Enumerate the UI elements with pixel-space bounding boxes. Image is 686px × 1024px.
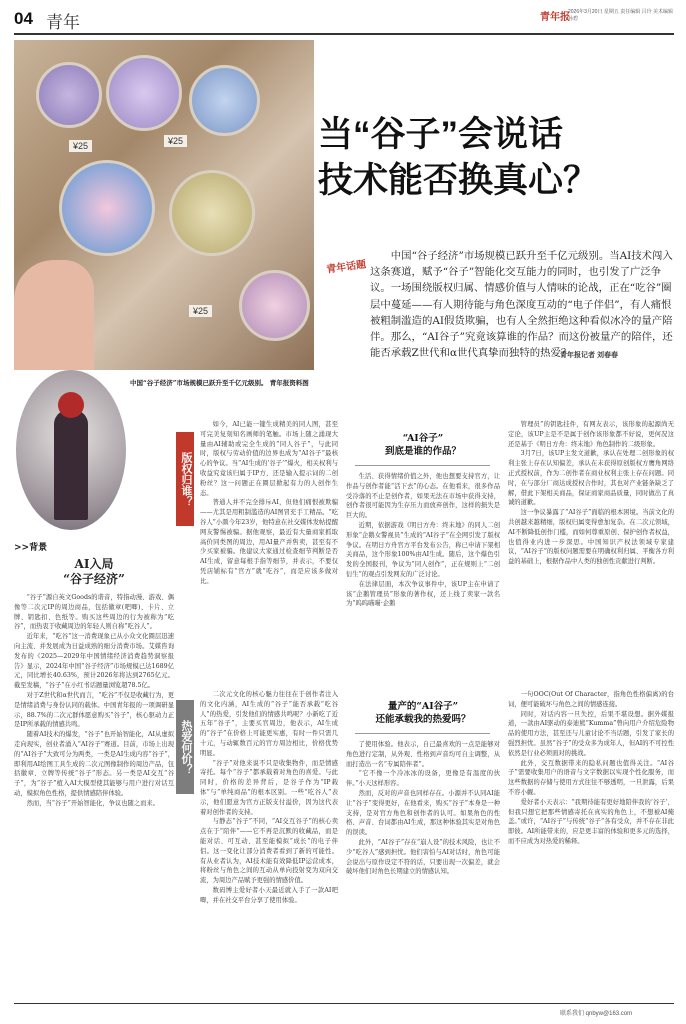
badge-pin-3 [189, 65, 260, 136]
masthead-logo: 青年报 [540, 12, 570, 23]
sidebar-paragraph: 随着AI技术的爆发，“谷子”也开始智能化，AI从虚拟走向现实，创业者涌入“AI谷子”赛道。目前，市场上出现的“AI谷子”大致可分为两类，一类是AI生成内容“谷子”，即利用AI绘图工具生成的二次元图像制作的周边产品，包括徽章、立牌等传统“谷子”形态。另一类是AI交互“谷子”，为“谷子”植入AI大模型使其能够与用户进行对话互动，模拟角色性格，提供情感陪伴体验。 [14, 731, 174, 797]
section1-col-a [200, 420, 338, 682]
section2-col-b [346, 740, 500, 998]
sidebar-paragraph: 然而，当“谷子”开始智能化，争议也随之而来。 [26, 799, 159, 807]
background-sidebar [14, 540, 174, 809]
section-bar-love: 热爱何价？ [176, 700, 194, 794]
sidebar-paragraph: “谷子”源自英文Goods的谐音，特指动漫、游戏、偶像等二次元IP的周边商品，包括徽章(吧唧)、卡片、立牌、钥匙扣、色纸等。购买这些周边的行为被称为“吃谷”，而热衷于收藏周边的年轻人则自称“吃谷人”。 [14, 594, 174, 631]
page-number: 04 [14, 9, 33, 28]
sidebar-title [14, 557, 174, 587]
section-name: 青年 [46, 13, 80, 32]
section2-col-c [508, 690, 674, 998]
title-line-1: 当“谷子”会说话 [318, 115, 564, 154]
section2-paragraph: 此外，“AI谷子”存在“崩人设”的技术风险，也让不少“吃谷人”感到担忧。他们害怕与AI对话时，角色可能会说出与原作设定不符的话，只要出现一次偏差，就会破坏他们对角色长期建立的情感认知。 [346, 838, 500, 876]
section2-paragraph: 一句OOC(Out Of Character，指角色性格偏离)的台词，便可能破坏与角色之间的情感连接。 [508, 691, 674, 708]
badge-pin-2 [106, 55, 182, 131]
section2-subhead-line-1: 量产的“AI谷子” [387, 701, 459, 712]
section1-paragraph: 3月7日，该UP主发文道歉，承认在处理二创形象的权利主张上存在认知偏差，承认在未获得原创版权方鹰角网络正式授权前，作为二创作者在商业权利主张上存在问题。同时，在与部分厂商达成授权合作时，其也对产业链条缺乏了解，借此下架相关商品，保证商家商品质量，同时做出了真诚的道歉。 [508, 450, 674, 507]
section1-paragraph: 生活、获得情绪价值之外，他也想要支持官方，让作品与创作者能“活下去”的心态。在他看来，很多作品受冷落的不止是创作者，如果无法在市场中获得支持，创作者很可能因为生存压力而放弃创作，这样的损失是巨大的。 [346, 473, 500, 520]
hand-shape [14, 260, 94, 370]
badge-pin-5 [169, 170, 255, 256]
sidebar-title-line-2: “谷子经济” [63, 572, 125, 586]
section2-paragraph: “谷子”对他来说不只是收集物件，而是情感寄托。每个“谷子”都承载着对角色的喜爱。与此同时，价格的差异背后，是谷子作为“IP载体”与“单纯商品”的根本区别。一些“吃谷人”表示，他们愿意为官方正版支付溢价，因为这代表着对创作者的支持。 [200, 759, 338, 816]
section2-subhead [348, 700, 498, 726]
section1-paragraph: 在法律层面，本次争议事件中，该UP主在申请了该“企鹅管理员”形象的著作权，还上线了卖家一款名为“呜呜喵喵·企鹅 [346, 580, 500, 608]
section1-col-b [346, 472, 500, 682]
title-line-2: 技术能否换真心？ [318, 161, 599, 200]
section-bar-copyright: 版权归谁？ [176, 432, 194, 526]
section2-subhead-line-2: 还能承载我的热爱吗？ [375, 714, 471, 725]
main-photo [14, 40, 314, 370]
section2-paragraph: 了使用体验。他表示，自己最喜欢的一点是能够对角色进行定制，从外观、性格到声音均可自主调整，从而打造出一名“专属陪伴者”。 [346, 741, 500, 768]
figure-head [58, 392, 84, 418]
figure-shape [54, 410, 88, 520]
badge-pin-1 [36, 62, 102, 128]
sidebar-paragraph: 对于Z世代和α世代而言，“吃谷”不仅是收藏行为，更是情绪消费与身份认同的载体。中国青年报的一项调研显示，88.7%的二次元群体愿意购买“谷子”，核心驱动力正是IP所承载的情感共鸣。 [14, 691, 174, 729]
sidebar-title-line-1: AI入局 [74, 557, 114, 571]
subhead-rule [355, 733, 490, 734]
price-tag: ¥25 [69, 140, 92, 152]
section1-subhead-line-1: “AI谷子” [402, 433, 444, 444]
section1-paragraph: 管理员”的钥匙挂件，有网友表示，该形象的起源尚无定论，该UP主是不是属于创作该形象都不好说，更何况这还是基于《明日方舟：终末地》角色制作的二级形象。 [508, 421, 674, 448]
article-title [318, 112, 678, 204]
badge-pin-4 [59, 160, 155, 256]
byline: 青年报记者 刘春春 [560, 352, 618, 359]
section2-paragraph: 然而，反对的声音也同样存在。小源并不认同AI能让“谷子”变得更好，在他看来，购买“谷子”本身是一种支持，是对官方角色和创作者的认可。如果角色的性格、声音、台词都由AI生成，那这种体验其实是对角色的误读。 [346, 789, 500, 837]
sidebar-label: >>背景 [14, 543, 48, 553]
column-tag: 青年话题 [325, 259, 367, 276]
section1-col-c [508, 420, 674, 682]
subhead-rule [355, 465, 490, 466]
section1-paragraph: 如今，AI已能一键生成精美的同人图，甚至可完美复刻知名画师的笔触。市场上随之涌现大量由AI辅助或完全生成的“同人谷子”，与此同时，版权与劳动价值的边界也成为“AI谷子”最核心的争议。当“AI生成的‘谷子’”爆火，相关权利与收益究竟该归属于IP方、还是输入提示词的二创粉丝？这一问题正在圈层掀起有力的人创作生态。 [200, 421, 338, 497]
sidebar-paragraph: 近年来，“吃谷”这一消费现象已从小众文化圈层迅速向主流、并发展成为日益成熟的细分消费市场。艾媒咨询发布的《2025—2029年中国情绪经济消费趋势洞察报告》显示，2024年中国“谷子经济”市场规模已达1689亿元，同比增长40.63%，预计2026年将达到2765亿元。截至发稿，“谷子”在小红书话题量浏览超78.5亿。 [14, 633, 174, 690]
section2-paragraph: 数码博主爱好者小天最近就入手了一款AI吧唧，并在社交平台分享了使用体验。 [200, 886, 338, 904]
badge-pin-6 [239, 270, 310, 341]
cosplay-photo [16, 370, 126, 530]
footer-rule [14, 1003, 674, 1004]
section2-paragraph: 同时，对话内容一旦失控，后果不堪设想。据外媒报道，一款由AI驱动的泰迪熊“Kumma”曾向用户介绍危险物品的使用方法，甚至还与儿童讨论不当话题，引发了家长的强烈担忧。虽然“谷子”的受众多为成年人，但AI的不可控性依然是行业必须面对的挑战。 [508, 710, 674, 757]
section1-paragraph: 近期，依据游戏《明日方舟：终末地》的同人二创形象“企鹅女警视员”生成的“AI谷子”在全网引发了版权争议。在明日方舟官方平台发布公告，称已申请下架相关商品，这个形象100%由AI生成。随后，这个爆色引发的全国报刊，争议为“同人创作”，正在规则上“二创衍生”的观点引发网友的广泛讨论。 [346, 521, 500, 578]
header-rule [14, 33, 674, 35]
photo-caption: 中国“谷子经济”市场规模已跃升至千亿元级别。 青年报资料图 [130, 379, 309, 387]
section2-col-a [200, 690, 338, 998]
section2-paragraph: 此外，交互数据带来的隐私问题也值得关注。“AI谷子”需要收集用户的语音与文字数据以实现个性化服务，而这些数据的存储与使用方式往往不够透明，一旦泄露，后果不容小觑。 [508, 759, 674, 796]
section2-paragraph: 二次元文化的核心魅力往往在于创作者注入的文化内涵，AI生成的“谷子”能否承载“吃谷人”的热爱，引发他们的情感共鸣呢？小新吃了近五年“谷子”，主要买官周边，他表示，AI生成的“谷子”在价格上可能更实惠，有时一件只需几十元，与动辄数百元的官方周边相比，价格优势明显。 [200, 691, 338, 757]
section2-paragraph: 与静态“谷子”不同，“AI交互谷子”的核心卖点在于“陪伴”——它不再是沉默的收藏品，而是能对话、可互动、甚至能模拟“成长”的电子伴侣。这一变化让部分消费者看到了新的可能性。有从业者认为，AI技术能有效降低IP运营成本，将粉丝与角色之间的互动从单向投射变为双向交流，为周边产品赋予更强的情感价值。 [200, 818, 338, 885]
section1-paragraph: 普通人并不完全排斥AI，但他们痛恨被欺骗——尤其是用粗制滥造的AI图冒充手工精品。“吃谷人”小颜今年23岁，他特意在社交媒体发帖提醒网友警惕被骗。据他观察，最近有大量商家抓取高价同类图的周边，用AI量产并售卖，甚至有不少买家被骗。他建议大家通过检查细节判断是否AI生成，留意每根手指等细节，并表示，不要仅凭店铺标有“官方”就“吃谷”，而是应该多做对比。 [200, 499, 338, 585]
issue-line: 2026年3月20日 星期五 责任编辑 吕玲 美术编辑 孙碧 [568, 9, 674, 22]
price-tag: ¥25 [189, 305, 212, 317]
section1-paragraph: 这一争议暴露了“AI谷子”面临的根本困境。当前文化的共创越来越精细，版权归属变得愈加复杂。在二次元领域，AI不断降低创作门槛，而如何尊重原创、保护创作者权益，也值得业内进一步深思。中国知识产权法领域专家建议，“AI谷子”的版权问题需要在明确权利归属、平衡各方利益的基础上，根据作品中人类的独创性贡献进行判断。 [508, 509, 674, 566]
section2-paragraph: 爱好者小天表示：“我期待能有更好地陪伴我的‘谷子’，但我只想它把那些情感寄托在真实的角色上，不想被AI掩盖。”或许，“AI谷子”与传统“谷子”各有受众，并不存在非此即彼。AI所能带来的，应是更丰富的体验和更多元的选择，而不应成为对热爱的稀释。 [508, 798, 674, 845]
section1-subhead-line-2: 到底是谁的作品？ [384, 446, 461, 457]
price-tag: ¥25 [164, 135, 187, 147]
section2-paragraph: “它不像一个冷冰冰的设备，更像是有温度的伙伴。”小天这样形容。 [346, 770, 500, 788]
lead-paragraph: 中国“谷子经济”市场规模已跃升至千亿元级别。当AI技术闯入这条赛道，赋予“谷子”智能化交互能力的同时，也引发了广泛争议。一场围绕版权归属、情感价值与人情味的论战，正在“吃谷”圈层中蔓延——有人期待能与角色深度互动的“电子伴侣”，有人痛恨被粗制滥造的AI假货欺骗，也有人全然拒绝这种看似冰冷的量产陪伴。那么，“AI谷子”究竟该算谁的作品？而这份被量产的陪伴，还能否承载Z世代和α世代真挚而独特的热爱？ [370, 250, 673, 360]
section1-subhead [348, 432, 498, 458]
footer-contact: 联系我们 qnbyw@163.com [560, 1011, 633, 1017]
